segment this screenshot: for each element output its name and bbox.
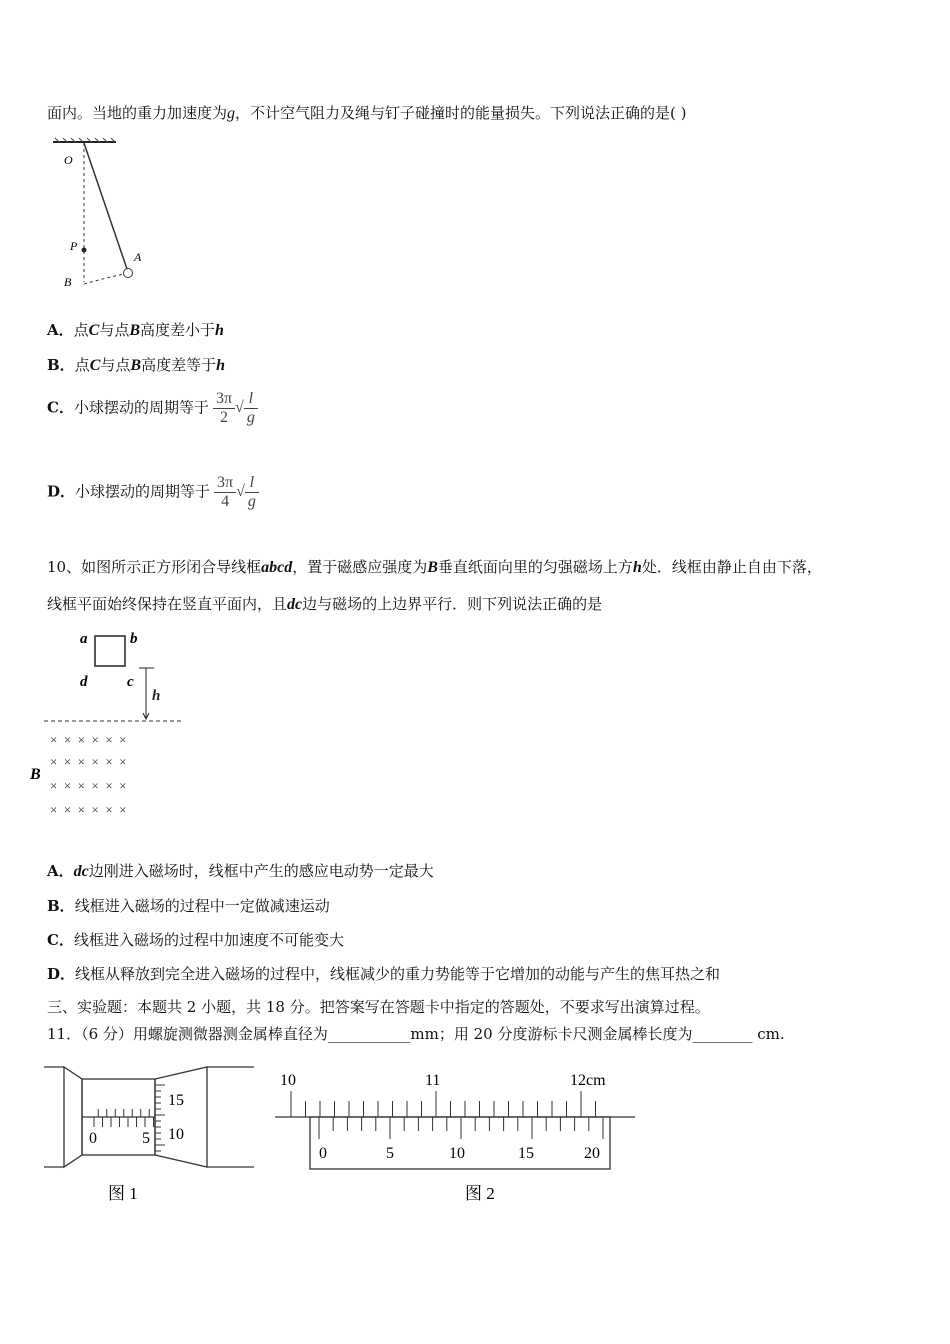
text: ，置于磁感应强度为: [292, 558, 428, 576]
sqrt: √ $\frac{l}{g}$: [235, 390, 258, 427]
q10-option-a: [47, 860, 434, 881]
text: mm；用 20 分度游标卡尺测金属棒长度为: [410, 1025, 693, 1043]
text: 小球摆动的周期等于: [75, 482, 211, 501]
thimble-label-10: 10: [168, 1126, 184, 1143]
text: 点: [73, 321, 89, 339]
var: C: [89, 357, 101, 374]
vernier-label-5: 5: [386, 1145, 394, 1162]
numerator: 3π: [214, 474, 236, 493]
sleeve-label-5: 5: [142, 1130, 150, 1147]
text: 与点: [99, 321, 130, 339]
label-d: d: [80, 674, 88, 690]
label-b: b: [130, 631, 138, 647]
numerator: 3π: [213, 390, 235, 409]
q9-option-a: [47, 319, 224, 340]
var: B: [427, 559, 438, 576]
vernier-label-10: 10: [449, 1145, 465, 1162]
text: 高度差小于: [140, 321, 216, 339]
denominator: g: [246, 409, 255, 426]
numerator: l: [245, 474, 259, 493]
text: 线框进入磁场的过程中加速度不可能变大: [73, 931, 344, 949]
denominator: 4: [221, 493, 230, 510]
field-row: × × × × × ×: [50, 802, 127, 817]
option-letter: A．: [47, 862, 74, 880]
q9-option-c: [47, 390, 258, 427]
text: 垂直纸面向里的匀强磁场上方: [437, 558, 633, 576]
label-p: P: [70, 239, 78, 253]
figure-1-caption: 图 1: [108, 1184, 138, 1203]
var: C: [88, 322, 100, 339]
main-label-12cm: 12cm: [570, 1072, 606, 1089]
magnetic-field-figure: [30, 628, 189, 823]
text: 与点: [100, 356, 131, 374]
q9-option-b: [47, 354, 225, 375]
sqrt: √ $\frac{l}{g}$: [236, 474, 259, 511]
text: ，不计空气阻力及绳与钉子碰撞时的能量损失。下列说法正确的是( ): [235, 104, 687, 122]
text: 面内。当地的重力加速度为: [47, 104, 228, 122]
q9-stem: [47, 102, 687, 123]
field-row: × × × × × ×: [50, 754, 127, 769]
text: cm.: [752, 1025, 785, 1043]
main-label-11: 11: [425, 1072, 441, 1089]
numerator: l: [244, 390, 258, 409]
field-row: × × × × × ×: [50, 732, 127, 747]
text: 线框进入磁场的过程中一定做减速运动: [74, 897, 330, 915]
var: h: [216, 357, 225, 374]
label-o: O: [64, 153, 73, 167]
q10-option-b: [47, 895, 330, 916]
option-letter: D．: [47, 965, 76, 983]
option-letter: C．: [47, 398, 74, 417]
fraction: [214, 474, 236, 511]
thimble-label-15: 15: [168, 1092, 184, 1109]
micrometer-figure: [44, 1063, 256, 1208]
option-letter: C．: [47, 931, 74, 949]
label-b: B: [64, 275, 72, 289]
label-h: h: [152, 688, 161, 704]
text: 线框平面始终保持在竖直平面内，且: [47, 595, 288, 613]
vernier-label-0: 0: [319, 1145, 327, 1162]
denominator: 2: [220, 409, 228, 426]
var: dc: [73, 863, 89, 880]
option-letter: B．: [47, 897, 75, 915]
var: h: [215, 322, 224, 339]
var: h: [632, 559, 642, 576]
var: B: [129, 322, 141, 339]
text: 边刚进入磁场时，线框中产生的感应电动势一定最大: [88, 862, 434, 880]
pendulum-figure: [50, 138, 150, 293]
main-label-10: 10: [280, 1072, 296, 1089]
var: abcd: [261, 559, 293, 576]
sleeve-label-0: 0: [89, 1130, 97, 1147]
answer-blank-1[interactable]: ___________: [327, 1025, 411, 1043]
q11-stem: [47, 1023, 785, 1044]
text: 边与磁场的上边界平行．则下列说法正确的是: [302, 595, 603, 613]
option-letter: D．: [47, 482, 76, 501]
vernier-label-15: 15: [518, 1145, 534, 1162]
q10-stem-line2: [47, 593, 602, 614]
label-a: A: [134, 250, 142, 264]
text: 小球摆动的周期等于: [73, 398, 209, 417]
text: 高度差等于: [141, 356, 217, 374]
answer-blank-2[interactable]: ________: [692, 1025, 753, 1043]
text: 10、如图所示正方形闭合导线框: [47, 558, 262, 576]
text: 线框从释放到完全进入磁场的过程中，线框减少的重力势能等于它增加的动能与产生的焦耳热之和: [75, 965, 721, 983]
field-row: × × × × × ×: [50, 778, 127, 793]
q10-stem-line1: [47, 556, 822, 577]
denominator: g: [247, 493, 256, 510]
option-letter: B．: [47, 356, 75, 374]
text: 11．（6 分）用螺旋测微器测金属棒直径为: [47, 1025, 328, 1043]
fraction: [213, 390, 235, 427]
vernier-caliper-figure: [275, 1063, 640, 1208]
vernier-label-20: 20: [584, 1145, 600, 1162]
label-a: a: [80, 631, 88, 647]
label-c: c: [127, 674, 134, 690]
var: B: [130, 357, 142, 374]
q10-option-c: [47, 929, 344, 950]
var-g: g: [227, 105, 236, 122]
q10-option-d: [47, 963, 720, 984]
text: 处．线框由静止自由下落，: [641, 558, 822, 576]
label-B: B: [30, 766, 41, 783]
q9-option-d: [47, 474, 259, 511]
section3-heading: 三、实验题：本题共 2 小题，共 18 分。把答案写在答题卡中指定的答题处，不要求写出演算过程。: [47, 998, 710, 1016]
option-letter: A．: [47, 321, 74, 339]
text: 点: [74, 356, 90, 374]
var: dc: [287, 596, 303, 613]
figure-2-caption: 图 2: [465, 1184, 495, 1203]
